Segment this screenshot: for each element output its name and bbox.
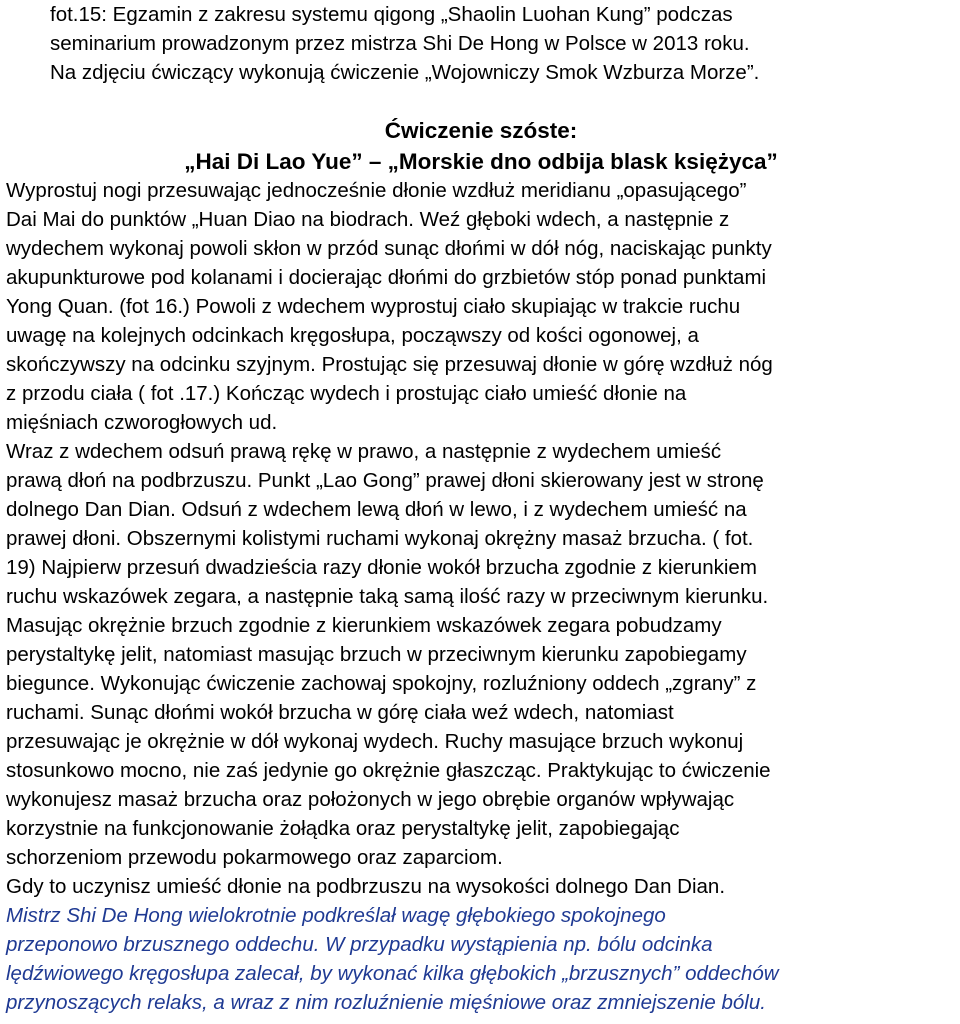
- body-line: Masując okrężnie brzuch zgodnie z kierunkiem wskazówek zegara pobudzamy: [6, 614, 722, 637]
- exercise-heading: Ćwiczenie szóste:: [384, 118, 578, 143]
- caption-line: Na zdjęciu ćwiczący wykonują ćwiczenie „Wojowniczy Smok Wzburza Morze”.: [50, 61, 760, 84]
- body-line: mięśniach czworogłowych ud.: [6, 411, 278, 434]
- exercise-title: „Hai Di Lao Yue” – „Morskie dno odbija blask księżyca”: [184, 149, 778, 174]
- master-note-line: przynoszących relaks, a wraz z nim rozluźnienie mięśniowe oraz zmniejszenie bólu.: [6, 991, 766, 1014]
- body-line: 19) Najpierw przesuń dwadzieścia razy dłonie wokół brzucha zgodnie z kierunkiem: [6, 556, 757, 579]
- body-line: Yong Quan. (fot 16.) Powoli z wdechem wyprostuj ciało skupiając w trakcie ruchu: [6, 295, 741, 318]
- caption-line: seminarium prowadzonym przez mistrza Shi De Hong w Polsce w 2013 roku.: [50, 32, 750, 55]
- body-line: prawą dłoń na podbrzuszu. Punkt „Lao Gong” prawej dłoni skierowany jest w stronę: [6, 469, 764, 492]
- body-line: wydechem wykonaj powoli skłon w przód sunąc dłońmi w dół nóg, naciskając punkty: [6, 237, 772, 260]
- body-line: stosunkowo mocno, nie zaś jedynie go okrężnie głaszcząc. Praktykując to ćwiczenie: [6, 759, 771, 782]
- body-line: przesuwając je okrężnie w dół wykonaj wydech. Ruchy masujące brzuch wykonuj: [6, 730, 744, 753]
- body-line: wykonujesz masaż brzucha oraz położonych w jego obrębie organów wpływając: [6, 788, 735, 811]
- body-line: ruchu wskazówek zegara, a następnie taką samą ilość razy w przeciwnym kierunku.: [6, 585, 769, 608]
- body-line: perystaltykę jelit, natomiast masując brzuch w przeciwnym kierunku zapobiegamy: [6, 643, 747, 666]
- body-line: prawej dłoni. Obszernymi kolistymi ruchami wykonaj okrężny masaż brzucha. ( fot.: [6, 527, 754, 550]
- body-line: Wyprostuj nogi przesuwając jednocześnie dłonie wzdłuż meridianu „opasującego”: [6, 179, 747, 202]
- master-note-line: przeponowo brzusznego oddechu. W przypadku wystąpienia np. bólu odcinka: [6, 933, 713, 956]
- body-line: z przodu ciała ( fot .17.) Kończąc wydech i prostując ciało umieść dłonie na: [6, 382, 687, 405]
- body-line: biegunce. Wykonując ćwiczenie zachowaj spokojny, rozluźniony oddech „zgrany” z: [6, 672, 757, 695]
- body-line: Wraz z wdechem odsuń prawą rękę w prawo, a następnie z wydechem umieść: [6, 440, 722, 463]
- body-line: schorzeniom przewodu pokarmowego oraz zaparciom.: [6, 846, 503, 869]
- body-line: akupunkturowe pod kolanami i docierając dłońmi do grzbietów stóp ponad punktami: [6, 266, 767, 289]
- caption-line: fot.15: Egzamin z zakresu systemu qigong „Shaolin Luohan Kung” podczas: [50, 3, 733, 26]
- body-line: korzystnie na funkcjonowanie żołądka oraz perystaltykę jelit, zapobiegając: [6, 817, 680, 840]
- body-line: skończywszy na odcinku szyjnym. Prostując się przesuwaj dłonie w górę wzdłuż nóg: [6, 353, 773, 376]
- body-line: Gdy to uczynisz umieść dłonie na podbrzuszu na wysokości dolnego Dan Dian.: [6, 875, 726, 898]
- body-line: ruchami. Sunąc dłońmi wokół brzucha w górę ciała weź wdech, natomiast: [6, 701, 674, 724]
- body-line: uwagę na kolejnych odcinkach kręgosłupa, począwszy od kości ogonowej, a: [6, 324, 699, 347]
- body-line: dolnego Dan Dian. Odsuń z wdechem lewą dłoń w lewo, i z wydechem umieść na: [6, 498, 747, 521]
- body-line: Dai Mai do punktów „Huan Diao na biodrach. Weź głęboki wdech, a następnie z: [6, 208, 730, 231]
- master-note-line: Mistrz Shi De Hong wielokrotnie podkreślał wagę głębokiego spokojnego: [6, 904, 666, 927]
- exercise-description: [6, 176, 956, 1017]
- photo-caption: [50, 0, 950, 87]
- master-note-line: lędźwiowego kręgosłupa zalecał, by wykonać kilka głębokich „brzusznych” oddechów: [6, 962, 779, 985]
